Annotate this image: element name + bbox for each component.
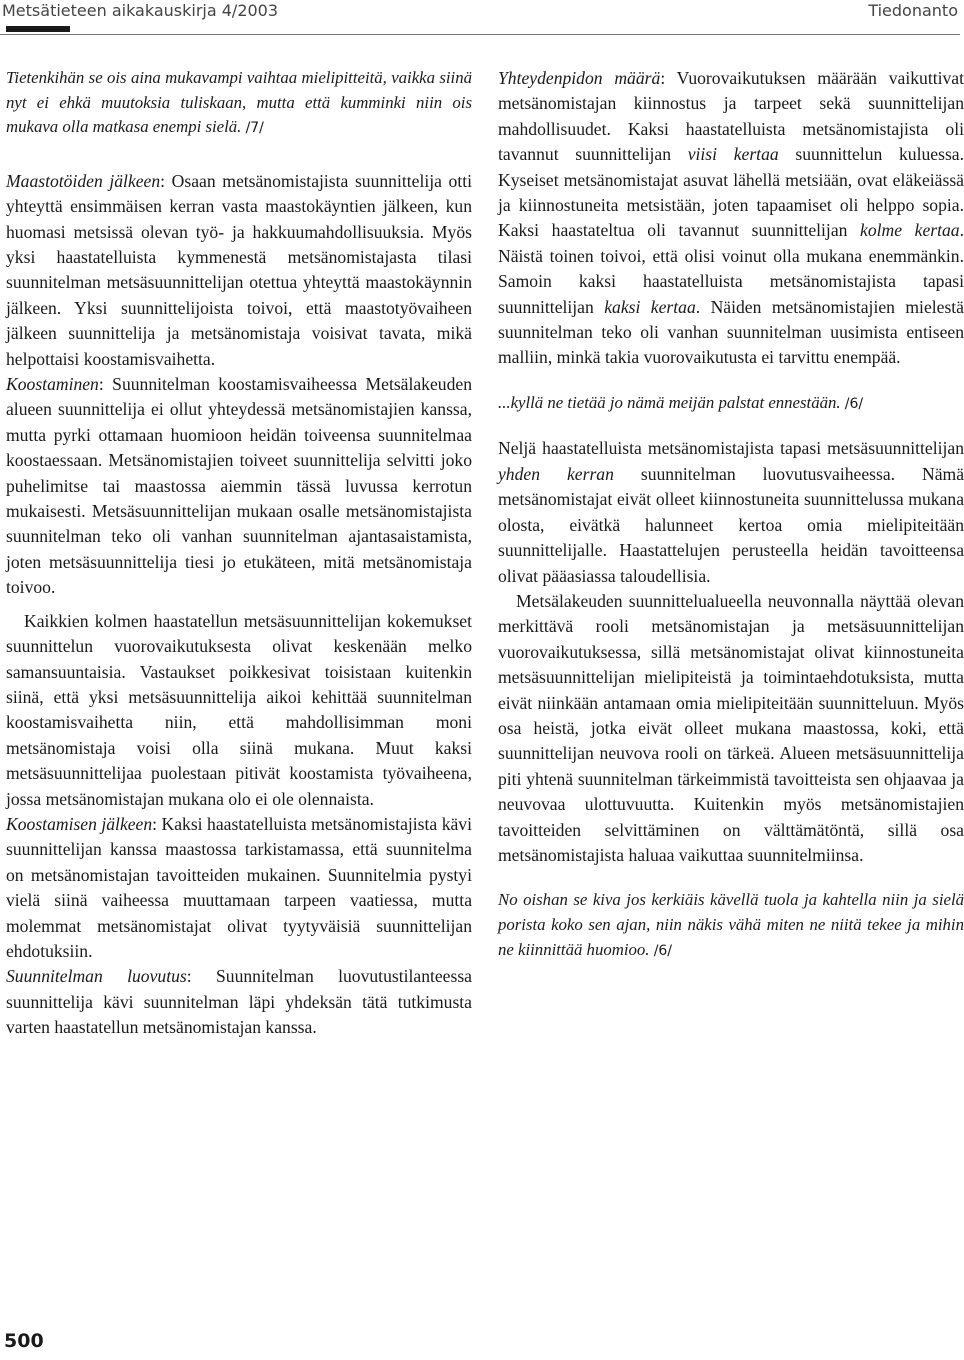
paragraph-nelja-haastatelluista: Neljä haastatelluista metsänomistajista tapasi metsäsuunnittelijan yhden kerran suunnitelman luovutusvaiheessa. Nämä metsänomistajat eivät olleet kiinnostuneita suunnittelussa mukana olosta, eivätkä halunneet kertoa omia mielipiteitään suunnittelijalle. Haastattelujen perusteella heidän tavoitteensa olivat pääasiassa taloudellisia. [498, 438, 964, 586]
paragraph-yhteydenpidon-maara: Yhteydenpidon määrä: Vuorovaikutuksen määrään vaikuttivat metsänomistajan kiinnostus ja tarpeet sekä suunnittelijan mahdollisuudet. Kaksi haastatelluista metsänomistajista oli tavannut suunnittelijan viisi kertaa suunnittelun kuluessa. Kyseiset metsänomistajat asuvat lähellä metsiään, ovat eläkeiässä ja kiinnostuneita metsistään, joten tapaamiset oli helppo sopia. Kaksi haastateltua oli tavannut suunnittelijan kolme kertaa. Näistä toinen toivoi, että olisi voinut olla mukana enemmänkin. Samoin kaksi haastatelluista metsänomistajista tapasi suunnittelijan kaksi kertaa. Näiden metsänomistajien mielestä suunnitelman teko oli vanhan suunnitelman uusimista entiseen malliin, minkä takia vuorovaikutusta ei tarvittu enempää. [498, 68, 964, 368]
paragraph-heading: Koostaminen [6, 374, 99, 395]
left-column [6, 66, 472, 1041]
running-header [0, 0, 960, 35]
paragraph-kokemukset: Kaikkien kolmen haastatellun metsäsuunnittelijan kokemukset suunnittelun vuorovaikutuksesta olivat keskenään melko samansuuntaisia. Vastaukset poikkesivat toisistaan kuitenkin siinä, että yksi metsäsuunnittelija aikoi kehittää suunnitelman koostamisvaihetta niin, että mahdollisimman moni metsänomistaja voisi olla siinä mukana. Muut kaksi metsäsuunnittelijaa puolestaan pitivät koostamista työvaiheena, jossa metsänomistajan mukana olo ei ole olennaista. [6, 610, 472, 809]
quote-reference: /7/ [245, 120, 264, 137]
quote-reference: /6/ [653, 942, 673, 959]
paragraph-koostaminen: Koostaminen: Suunnitelman koostamisvaiheessa Metsälakeuden alueen suunnittelija ei ollut yhteydessä metsänomistajien kanssa, mutta pyrki ottamaan huomioon heidän toiveensa suunnitelmaa koostaessaan. Metsänomistajien toiveet suunnittelija selvitti joko puhelimitse tai maastossa aiemmin tässä luvussa kerrotun mukaisesti. Metsäsuunnittelijan mukaan osalle metsänomistajista suunnitelman teko oli vanhan suunnitelman ajantasaistamista, joten metsäsuunnittelija tiesi jo etukäteen, mitä metsänomistaja toivoo. [6, 374, 472, 598]
paragraph-neuvonta: Metsälakeuden suunnittelualueella neuvonnalla näyttää olevan merkittävä rooli metsänomistajan ja metsäsuunnittelijan vuorovaikutuksessa, sillä metsänomistajat olivat kiinnostuneita metsäsuunnittelijan mielipiteistä ja toimintaehdotuksista, mutta eivät niinkään antamaan omia mielipiteitään suunnitteluun. Myös osa heistä, jotka eivät olleet mukana maastossa, koki, että suunnittelijan neuvova rooli on tärkeä. Alueen metsäsuunnittelija piti yhtenä suunnitelman tärkeimmistä tavoitteista sen ohjaavaa ja neuvovaa ulottuvuutta. Kuitenkin myös metsänomistajien tavoitteiden selvittäminen on välttämätöntä, sillä osa metsänomistajista haluaa vaikuttaa suunnitelmiinsa. [498, 590, 964, 865]
paragraph-heading: Koostamisen jälkeen [6, 813, 153, 834]
paragraph-koostamisen-jalkeen: Koostamisen jälkeen: Kaksi haastatelluista metsänomistajista kävi suunnittelijan kanssa maastossa tarkistamassa, että suunnitelma on metsänomistajan tavoitteiden mukainen. Suunnitelmia pystyi vielä siinä vaiheessa muuttamaan tarpeen vaatiessa, mutta molemmat metsänomistajat olivat tyytyväisiä suunnittelijan ehdotuksiin. [6, 813, 472, 961]
interview-quote: No oishan se kiva jos kerkiäis kävellä tuola ja kahtella niin ja sielä porista koko sen ajan, niin näkis vähä miten ne niitä tekee ja mihin ne kiinnittää huomioo. /6/ [498, 890, 964, 959]
right-column [498, 66, 964, 963]
quote-reference: /6/ [844, 395, 864, 412]
interview-quote: Tietenkihän se ois aina mukavampi vaihtaa mielipitteitä, vaikka siinä nyt ei ehkä muutoksia tuliskaan, mutta että kumminki niin ois mukava olla matkasa enempi sielä. /7/ [6, 68, 472, 137]
paragraph-heading: Maastotöiden jälkeen [6, 170, 161, 191]
section-label: Tiedonanto [868, 1, 958, 20]
header-bar [6, 26, 70, 32]
journal-title: Metsätieteen aikakauskirja 4/2003 [2, 1, 279, 20]
interview-quote: ...kyllä ne tietää jo nämä meijän palstat ennestään. /6/ [498, 392, 864, 412]
paragraph-heading: Suunnitelman luovutus [6, 966, 187, 987]
paragraph-maastotoiden-jalkeen: Maastotöiden jälkeen: Osaan metsänomistajista suunnittelija otti yhteyttä ensimmäisen kerran vasta maastokäyntien jälkeen, kun huomasi metsissä olevan työ- ja hakkuumahdollisuuksia. Myös yksi haastatelluista kymmenestä metsänomistajasta tilasi suunnitelman metsäsuunnittelijan otettua yhteyttä maastokäynnin jälkeen. Yksi suunnittelijoista toivoi, että maastotyövaiheen jälkeen suunnittelija ja metsänomistaja voisivat tavata, mikä helpottaisi koostamisvaihetta. [6, 170, 472, 369]
paragraph-luovutus: Suunnitelman luovutus: Suunnitelman luovutustilanteessa suunnittelija kävi suunnitelman läpi yhdeksän tätä tutkimusta varten haastatellun metsänomistajan kanssa. [6, 966, 472, 1038]
paragraph-heading: Yhteydenpidon määrä [498, 68, 661, 88]
page-number: 500 [4, 1330, 44, 1352]
